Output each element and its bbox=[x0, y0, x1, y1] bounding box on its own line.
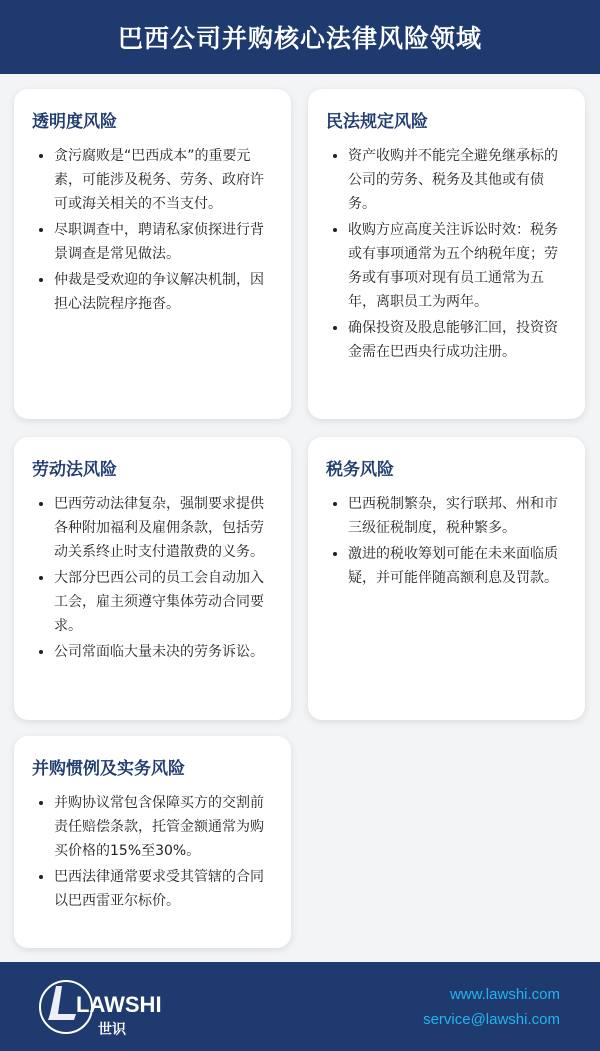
bullet-list bbox=[32, 791, 273, 913]
list-item: • 资产收购并不能完全避免继承标的公司的劳务、税务及其他或有债务。 bbox=[348, 144, 567, 216]
list-item: • 巴西法律通常要求受其管辖的合同以巴西雷亚尔标价。 bbox=[54, 865, 273, 913]
card-title: 劳动法风险 bbox=[32, 460, 117, 480]
page-header bbox=[0, 0, 600, 74]
page-footer bbox=[0, 962, 600, 1051]
list-item: • 尽职调查中，聘请私家侦探进行背景调查是常见做法。 bbox=[54, 218, 273, 266]
email-link[interactable]: service@lawshi.com bbox=[423, 1011, 560, 1028]
bullet-list bbox=[326, 492, 567, 590]
card-title: 税务风险 bbox=[326, 460, 394, 480]
list-item: • 贪污腐败是“巴西成本”的重要元素，可能涉及税务、劳务、政府许可或海关相关的不当支付。 bbox=[54, 144, 273, 216]
website-link[interactable]: www.lawshi.com bbox=[449, 986, 560, 1003]
card-ma-practice-risk bbox=[14, 736, 291, 948]
list-item: • 收购方应高度关注诉讼时效：税务或有事项通常为五个纳税年度；劳务或有事项对现有员工通常为五年，离职员工为两年。 bbox=[348, 218, 567, 314]
card-title: 民法规定风险 bbox=[326, 112, 428, 132]
card-labor-law-risk bbox=[14, 437, 291, 720]
list-item: • 激进的税收筹划可能在未来面临质疑，并可能伴随高额利息及罚款。 bbox=[348, 542, 567, 590]
lawshi-logo bbox=[36, 974, 166, 1040]
list-item: • 巴西税制繁杂，实行联邦、州和市三级征税制度，税种繁多。 bbox=[348, 492, 567, 540]
logo-text: LAWSHI bbox=[76, 992, 162, 1017]
list-item: • 公司常面临大量未决的劳务诉讼。 bbox=[54, 640, 273, 664]
list-item: • 仲裁是受欢迎的争议解决机制，因担心法院程序拖沓。 bbox=[54, 268, 273, 316]
logo-icon bbox=[36, 974, 166, 1040]
card-title: 透明度风险 bbox=[32, 112, 117, 132]
bullet-list bbox=[326, 144, 567, 364]
card-tax-risk bbox=[308, 437, 585, 720]
list-item: • 大部分巴西公司的员工会自动加入工会，雇主须遵守集体劳动合同要求。 bbox=[54, 566, 273, 638]
list-item: • 确保投资及股息能够汇回，投资资金需在巴西央行成功注册。 bbox=[348, 316, 567, 364]
card-transparency-risk bbox=[14, 89, 291, 419]
list-item: • 巴西劳动法律复杂，强制要求提供各种附加福利及雇佣条款，包括劳动关系终止时支付遣散费的义务。 bbox=[54, 492, 273, 564]
bullet-list bbox=[32, 492, 273, 664]
card-title: 并购惯例及实务风险 bbox=[32, 759, 185, 779]
contact-info bbox=[423, 982, 560, 1032]
list-item: • 并购协议常包含保障买方的交割前责任赔偿条款，托管金额通常为购买价格的15%至30%。 bbox=[54, 791, 273, 863]
bullet-list bbox=[32, 144, 273, 316]
card-civil-law-risk bbox=[308, 89, 585, 419]
page-title: 巴西公司并购核心法律风险领域 bbox=[117, 24, 482, 53]
logo-subtext: 世识 bbox=[98, 1022, 126, 1038]
